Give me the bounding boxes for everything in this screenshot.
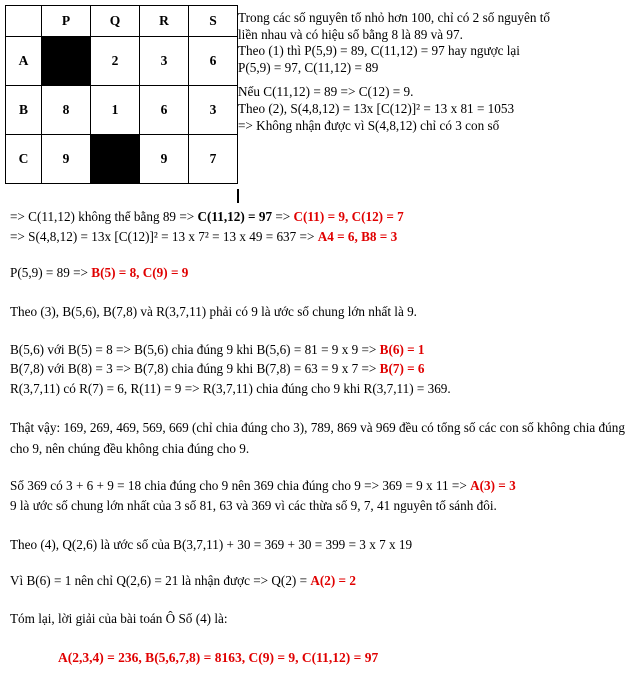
grid-row-c [6,135,238,184]
grid-corner-cell [6,6,42,37]
text-line: Theo (3), B(5,6), B(7,8) và R(3,7,11) phải có 9 là ước số chung lớn nhất là 9. [10,304,417,319]
row-header-a: A [6,37,42,86]
row-header-b: B [6,86,42,135]
grid-cell: 7 [189,135,238,184]
grid-cell: 3 [189,86,238,135]
grid-row-a [6,37,238,86]
side-line: Nếu C(11,12) = 89 => C(12) = 9. [238,84,414,100]
text-paragraph: Thật vậy: 169, 269, 469, 569, 669 (chỉ chia đúng cho 3), 789, 869 và 969 đều có tổng số các con số không chia đúng cho 9, nên chúng đều không chia đúng cho 9. [10,420,625,456]
col-header-q: Q [91,6,140,37]
text-line: 9 là ước số chung lớn nhất của 3 số 81, 63 và 369 vì các thừa số 9, 7, 41 nguyên tố sánh đôi. [10,498,497,513]
text-line: Vì B(6) = 1 nên chỉ Q(2,6) = 21 là nhận được => Q(2) = A(2) = 2 [10,573,356,588]
text-line: R(3,7,11) có R(7) = 6, R(11) = 9 => R(3,7,11) chia đúng cho 9 khi R(3,7,11) = 369. [10,381,451,396]
number-grid [5,5,238,184]
grid-header-row [6,6,238,37]
text-line: => C(11,12) không thể bằng 89 => C(11,12) = 97 => C(11) = 9, C(12) = 7 [10,209,404,224]
grid-cell: 3 [140,37,189,86]
row-header-c: C [6,135,42,184]
grid-row-b [6,86,238,135]
grid-cell: 8 [42,86,91,135]
text-line: Tóm lại, lời giải của bài toán Ô Số (4) là: [10,611,228,626]
col-header-s: S [189,6,238,37]
grid-cell: 9 [42,135,91,184]
black-cell [42,37,91,86]
col-header-r: R [140,6,189,37]
text-cursor [237,189,239,203]
grid-cell: 9 [140,135,189,184]
side-line: => Không nhận được vì S(4,8,12) chỉ có 3 con số [238,117,500,133]
final-answer: A(2,3,4) = 236, B(5,6,7,8) = 8163, C(9) = 9, C(11,12) = 97 [58,650,379,665]
side-line: Trong các số nguyên tố nhỏ hơn 100, chỉ có 2 số nguyên tố [238,10,550,25]
text-line: => S(4,8,12) = 13x [C(12)]² = 13 x 7² = 13 x 49 = 637 => A4 = 6, B8 = 3 [10,229,398,244]
side-line: Theo (2), S(4,8,12) = 13x [C(12)]² = 13 x 81 = 1053 [238,100,515,116]
text-line: B(7,8) với B(8) = 3 => B(7,8) chia đúng 9 khi B(7,8) = 63 = 9 x 7 => B(7) = 6 [10,361,425,376]
side-explanation [238,10,633,134]
side-line: liền nhau và có hiệu số bằng 8 là 89 và 97. [238,26,463,42]
text-line: Theo (4), Q(2,6) là ước số của B(3,7,11) + 30 = 369 + 30 = 399 = 3 x 7 x 19 [10,537,413,552]
black-cell [91,135,140,184]
grid-cell: 2 [91,37,140,86]
text-line: P(5,9) = 89 => B(5) = 8, C(9) = 9 [10,265,189,280]
grid-cell: 6 [189,37,238,86]
text-line: B(5,6) với B(5) = 8 => B(5,6) chia đúng 9 khi B(5,6) = 81 = 9 x 9 => B(6) = 1 [10,342,425,357]
grid-cell: 6 [140,86,189,135]
side-line: P(5,9) = 97, C(11,12) = 89 [238,59,379,75]
text-line: Số 369 có 3 + 6 + 9 = 18 chia đúng cho 9 nên 369 chia đúng cho 9 => 369 = 9 x 11 => A(3) = 3 [10,478,516,493]
col-header-p: P [42,6,91,37]
side-line: Theo (1) thì P(5,9) = 89, C(11,12) = 97 hay ngược lại [238,43,520,59]
grid-cell: 1 [91,86,140,135]
